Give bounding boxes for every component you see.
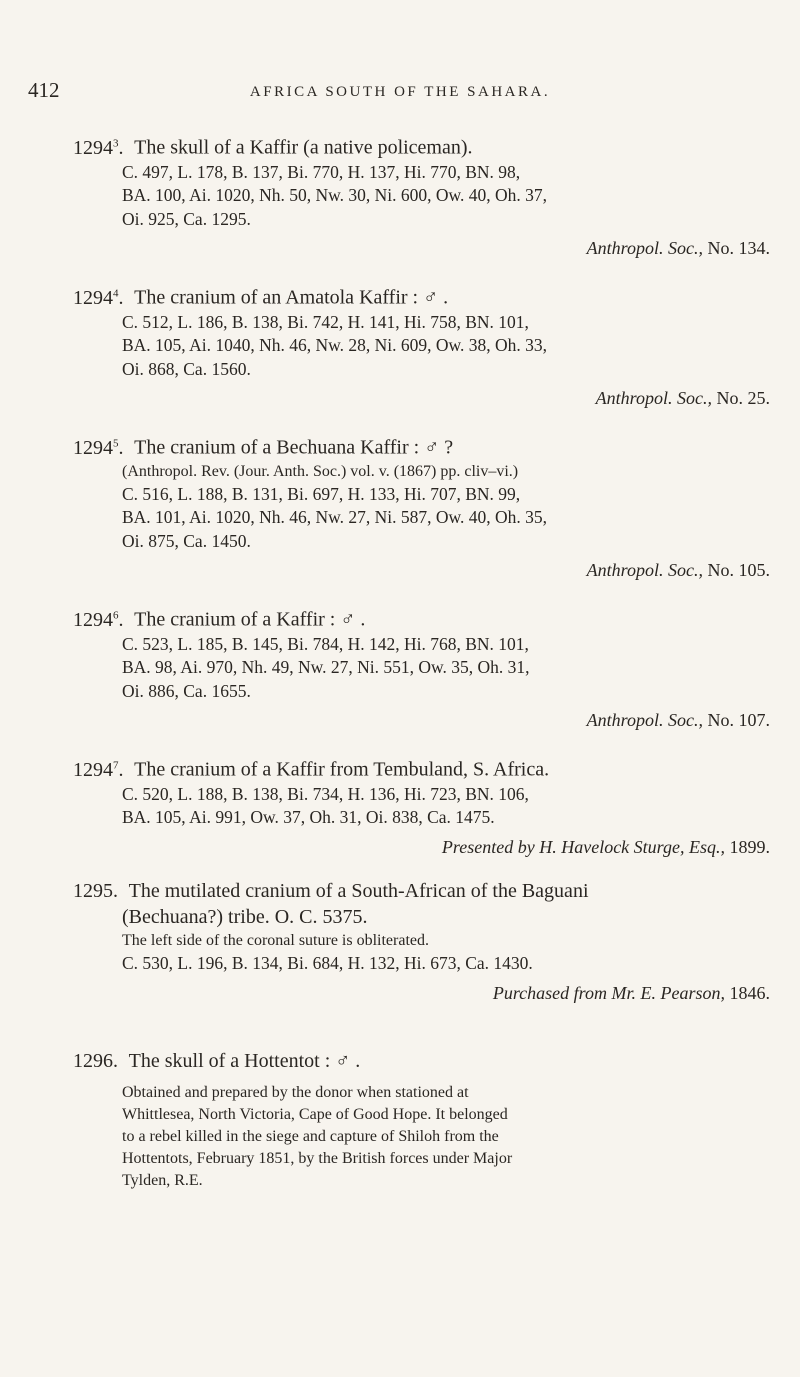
- citation: Anthropol. Soc., No. 107.: [586, 710, 770, 731]
- entry-title: The cranium of a Kaffir from Tembuland, S. Africa.: [134, 758, 550, 781]
- entry-title-continued: (Bechuana?) tribe. O. C. 5375.: [122, 906, 368, 928]
- entry-title: The skull of a Hottentot : ♂ .: [128, 1050, 361, 1072]
- measurements: C. 523, L. 185, B. 145, Bi. 784, H. 142, Hi. 768, BN. 101, BA. 98, Ai. 970, Nh. 49, Nw. 27, Ni. 551, Ow. 35, Oh. 31, Oi. 886, Ca. 1655.: [122, 633, 530, 701]
- entry-title: The cranium of a Bechuana Kaffir : ♂ ?: [134, 436, 454, 459]
- entry-title: The skull of a Kaffir (a native policeman).: [134, 136, 473, 159]
- catalogue-entry: 1296. The skull of a Hottentot : ♂ . Obtained and prepared by the donor when stationed at Whittlesea, North Victoria, Cape of Good Hope. It belonged to a rebel killed in the siege and capture of Shiloh from the Hottentots, February 1851, by the British forces under Major Tylden, R.E.: [100, 1048, 770, 1192]
- catalogue-entry: 1294$^4$. The cranium of an Amatola Kaffir : ♂ . C. 512, L. 186, B. 138, Bi. 742, H. 141, Hi. 758, BN. 101, BA. 105, Ai. 1040, Nh. 46, Nw. 28, Ni. 609, Ow. 38, Oh. 33, Oi. 868, Ca. 1560. Anthropol. Soc., No. 25.: [100, 280, 770, 411]
- catalogue-entry: 1294$^7$. The cranium of a Kaffir from Tembuland, S. Africa. C. 520, L. 188, B. 138, Bi. 734, H. 136, Hi. 723, BN. 106, BA. 105, Ai. 991, Ow. 37, Oh. 31, Oi. 838, Ca. 1475. Presented by H. Havelock Sturge, Esq., 1899.: [100, 752, 770, 860]
- catalogue-entry: 1294$^3$. The skull of a Kaffir (a native policeman). C. 497, L. 178, B. 137, Bi. 770, H. 137, Hi. 770, BN. 98, BA. 100, Ai. 1020, Nh. 50, Nw. 30, Ni. 600, Ow. 40, Oh. 37, Oi. 925, Ca. 1295. Anthropol. Soc., No. 134.: [100, 130, 770, 261]
- entry-title: The cranium of a Kaffir : ♂ .: [134, 608, 366, 631]
- entry-title: The cranium of an Amatola Kaffir : ♂ .: [134, 286, 449, 309]
- running-title: AFRICA SOUTH OF THE SAHARA.: [249, 84, 551, 100]
- page-number: 412: [28, 78, 60, 102]
- catalogue-entry: 1294$^5$. The cranium of a Bechuana Kaffir : ♂ ? (Anthropol. Rev. (Jour. Anth. Soc.) vol. v. (1867) pp. cliv–vi.) C. 516, L. 188, B. 131, Bi. 697, H. 133, Hi. 707, BN. 99, BA. 101, Ai. 1020, Nh. 46, Nw. 27, Ni. 587, Ow. 40, Oh. 35, Oi. 875, Ca. 1450. Anthropol. Soc., No. 105.: [100, 430, 770, 583]
- citation: Anthropol. Soc., No. 25.: [595, 388, 770, 409]
- reference: (Anthropol. Rev. (Jour. Anth. Soc.) vol. v. (1867) pp. cliv–vi.): [122, 462, 519, 480]
- citation: Anthropol. Soc., No. 134.: [586, 238, 770, 259]
- measurements: C. 512, L. 186, B. 138, Bi. 742, H. 141, Hi. 758, BN. 101, BA. 105, Ai. 1040, Nh. 46, Nw. 28, Ni. 609, Ow. 38, Oh. 33, Oi. 868, Ca. 1560.: [122, 311, 548, 379]
- measurements: C. 497, L. 178, B. 137, Bi. 770, H. 137, Hi. 770, BN. 98, BA. 100, Ai. 1020, Nh. 50, Nw. 30, Ni. 600, Ow. 40, Oh. 37, Oi. 925, Ca. 1295.: [122, 161, 548, 229]
- citation: Presented by H. Havelock Sturge, Esq., 1899.: [441, 836, 770, 857]
- catalogue-entry: 1294$^6$. The cranium of a Kaffir : ♂ . C. 523, L. 185, B. 145, Bi. 784, H. 142, Hi. 768, BN. 101, BA. 98, Ai. 970, Nh. 49, Nw. 27, Ni. 551, Ow. 35, Oh. 31, Oi. 886, Ca. 1655. Anthropol. Soc., No. 107.: [100, 602, 770, 733]
- measurements: C. 520, L. 188, B. 138, Bi. 734, H. 136, Hi. 723, BN. 106, BA. 105, Ai. 991, Ow. 37, Oh. 31, Oi. 838, Ca. 1475.: [122, 783, 529, 828]
- note: Obtained and prepared by the donor when stationed at Whittlesea, North Victoria, Cape of Good Hope. It belonged to a rebel killed in the siege and capture of Shiloh from the Hottentots, February 1851, by the British forces under Major Tylden, R.E.: [122, 1084, 513, 1189]
- measurements: C. 516, L. 188, B. 131, Bi. 697, H. 133, Hi. 707, BN. 99, BA. 101, Ai. 1020, Nh. 46, Nw. 27, Ni. 587, Ow. 40, Oh. 35, Oi. 875, Ca. 1450.: [122, 483, 548, 551]
- entry-title: The mutilated cranium of a South-African of the Baguani: [128, 880, 589, 902]
- citation: Purchased from Mr. E. Pearson, 1846.: [492, 982, 770, 1003]
- note: The left side of the coronal suture is obliterated.: [122, 932, 430, 949]
- measurements: C. 530, L. 196, B. 134, Bi. 684, H. 132, Hi. 673, Ca. 1430.: [122, 953, 533, 973]
- catalogue-entry: 1295. The mutilated cranium of a South-African of the Baguani (Bechuana?) tribe. O. C. 5375. The left side of the coronal suture is obliterated. C. 530, L. 196, B. 134, Bi. 684, H. 132, Hi. 673, Ca. 1430. Purchased from Mr. E. Pearson, 1846.: [100, 878, 770, 1006]
- citation: Anthropol. Soc., No. 105.: [586, 560, 770, 581]
